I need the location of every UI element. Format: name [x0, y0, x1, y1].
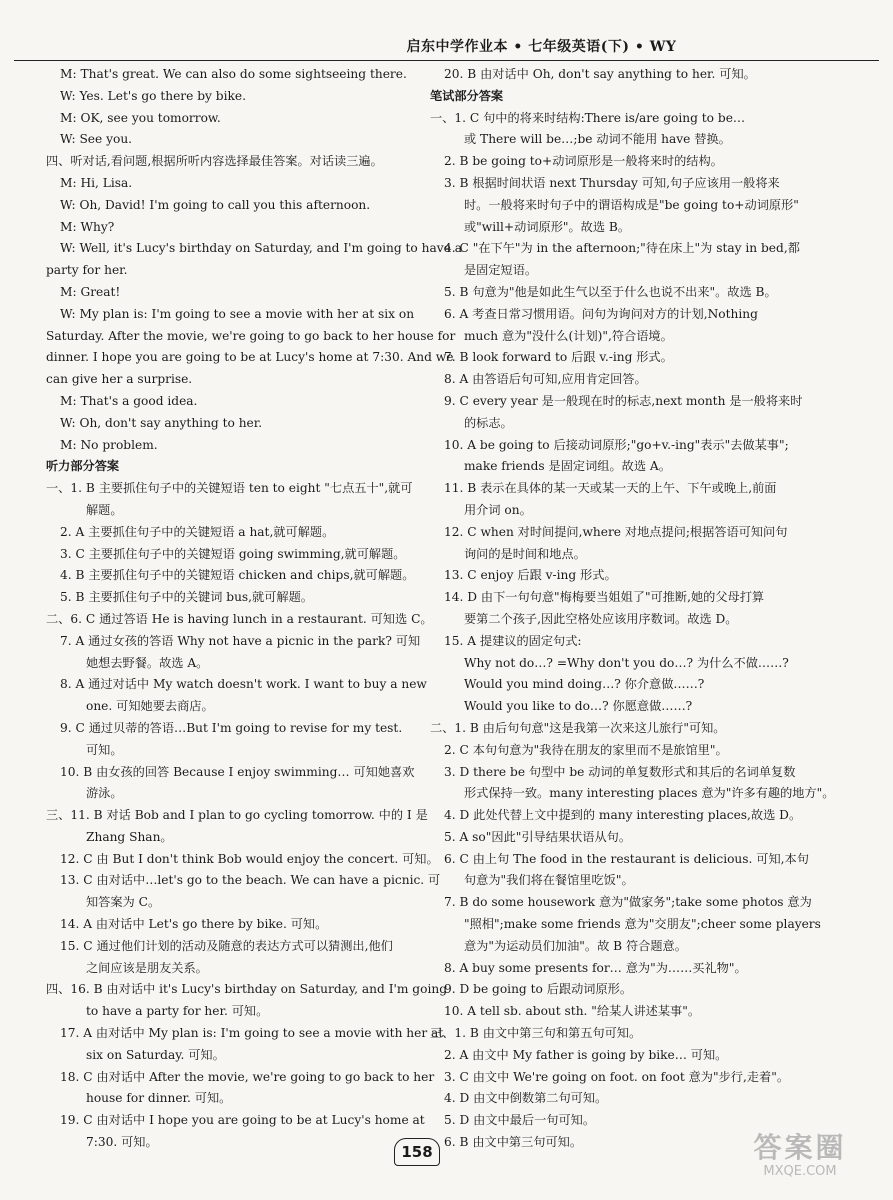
text-line: dinner. I hope you are going to be at Lucy's home at 7:30. And we — [46, 350, 454, 365]
text-line: 13. C 由对话中…let's go to the beach. We can have a picnic. 可 — [60, 873, 441, 888]
text-line: 7:30. 可知。 — [86, 1135, 158, 1150]
text-line: 3. C 由文中 We're going on foot. on foot 意为"步行,走着"。 — [444, 1069, 790, 1084]
text-line: 2. C 本句句意为"我待在朋友的家里而不是旅馆里"。 — [444, 742, 728, 757]
text-line: 句意为"我们将在餐馆里吃饭"。 — [464, 873, 634, 888]
page-number: 158 — [394, 1138, 440, 1166]
text-line: 她想去野餐。故选 A。 — [86, 655, 209, 670]
text-line: 四、听对话,看问题,根据所听内容选择最佳答案。对话读三遍。 — [46, 154, 383, 169]
text-line: 6. C 由上句 The food in the restaurant is delicious. 可知,本句 — [444, 851, 809, 866]
text-line: "照相";make some friends 意为"交朋友";cheer some players — [464, 917, 821, 932]
text-line: 6. A 考查日常习惯用语。问句为询问对方的计划,Nothing — [444, 306, 758, 321]
text-line: Would you like to do…? 你愿意做……? — [464, 699, 693, 714]
text-line: 18. C 由对话中 After the movie, we're going to go back to her — [60, 1069, 435, 1084]
text-line: 用介词 on。 — [464, 502, 532, 517]
text-line: 2. A 主要抓住句子中的关键短语 a hat,就可解题。 — [60, 524, 335, 539]
text-line: party for her. — [46, 263, 128, 278]
text-line: 游泳。 — [86, 786, 123, 801]
watermark-url: MXQE.COM — [763, 1164, 837, 1179]
text-line: 5. A so"因此"引导结果状语从句。 — [444, 829, 632, 844]
text-line: much 意为"没什么(计划)",符合语境。 — [464, 328, 673, 343]
text-line: W: Yes. Let's go there by bike. — [60, 88, 246, 103]
text-line: 之间应该是朋友关系。 — [86, 960, 208, 975]
text-line: 知答案为 C。 — [86, 895, 161, 910]
text-line: 一、1. C 句中的将来时结构:There is/are going to be… — [430, 110, 746, 125]
text-line: house for dinner. 可知。 — [86, 1091, 232, 1106]
text-line: M: OK, see you tomorrow. — [60, 110, 221, 125]
text-line: 意为"为运动员们加油"。故 B 符合题意。 — [464, 938, 687, 953]
text-line: 三、1. B 由文中第三句和第五句可知。 — [430, 1026, 642, 1041]
text-line: 7. B do some housework 意为"做家务";take some photos 意为 — [444, 895, 812, 910]
text-line: 13. C enjoy 后跟 v-ing 形式。 — [444, 568, 617, 583]
text-line: 6. B 由文中第三句可知。 — [444, 1135, 583, 1150]
text-line: W: Oh, David! I'm going to call you this afternoon. — [60, 197, 371, 212]
text-line: 3. D there be 句型中 be 动词的单复数形式和其后的名词单复数 — [444, 764, 796, 779]
text-line: 3. B 根据时间状语 next Thursday 可知,句子应该用一般将来 — [444, 175, 780, 190]
text-line: M: Why? — [60, 219, 115, 234]
text-line: 19. C 由对话中 I hope you are going to be at Lucy's home at — [60, 1113, 425, 1128]
section-heading: 笔试部分答案 — [430, 88, 504, 103]
text-line: W: Well, it's Lucy's birthday on Saturday, and I'm going to have a — [60, 241, 462, 256]
text-line: 的标志。 — [464, 415, 513, 430]
text-line: M: Hi, Lisa. — [60, 175, 133, 190]
text-line: 9. C every year 是一般现在时的标志,next month 是一般将来时 — [444, 393, 803, 408]
text-line: 4. D 由文中倒数第二句可知。 — [444, 1091, 608, 1106]
text-line: make friends 是固定词组。故选 A。 — [464, 459, 671, 474]
text-line: 是固定短语。 — [464, 263, 538, 278]
text-line: one. 可知她要去商店。 — [86, 699, 214, 714]
running-header — [14, 34, 879, 61]
text-line: 解题。 — [86, 502, 123, 517]
text-line: 9. C 通过贝蒂的答语…But I'm going to revise for my test. — [60, 720, 403, 735]
text-line: 8. A buy some presents for… 意为"为……买礼物"。 — [444, 960, 747, 975]
text-line: 11. B 表示在具体的某一天或某一天的上午、下午或晚上,前面 — [444, 481, 777, 496]
text-line: M: That's a good idea. — [60, 393, 198, 408]
text-line: 10. A be going to 后接动词原形;"go+v.-ing"表示"去做某事"; — [444, 437, 789, 452]
text-line: W: Oh, don't say anything to her. — [60, 415, 263, 430]
text-line: 5. B 句意为"他是如此生气以至于什么也说不出来"。故选 B。 — [444, 284, 777, 299]
text-line: M: Great! — [60, 284, 121, 299]
text-line: 3. C 主要抓住句子中的关键短语 going swimming,就可解题。 — [60, 546, 406, 561]
text-line: 二、1. B 由后句句意"这是我第一次来这儿旅行"可知。 — [430, 720, 726, 735]
text-line: 四、16. B 由对话中 it's Lucy's birthday on Saturday, and I'm going — [46, 982, 447, 997]
text-line: 15. A 提建议的固定句式: — [444, 633, 582, 648]
text-line: 17. A 由对话中 My plan is: I'm going to see a movie with her at — [60, 1026, 444, 1041]
text-line: 三、11. B 对话 Bob and I plan to go cycling tomorrow. 中的 I 是 — [46, 808, 428, 823]
text-line: Why not do…? =Why don't you do…? 为什么不做……? — [464, 655, 789, 670]
text-line: 2. A 由文中 My father is going by bike… 可知。 — [444, 1047, 728, 1062]
text-line: Would you mind doing…? 你介意做……? — [464, 677, 705, 692]
text-line: 5. B 主要抓住句子中的关键词 bus,就可解题。 — [60, 590, 313, 605]
text-line: W: My plan is: I'm going to see a movie with her at six on — [60, 306, 415, 321]
text-line: 14. A 由对话中 Let's go there by bike. 可知。 — [60, 917, 328, 932]
text-line: M: That's great. We can also do some sightseeing there. — [60, 67, 407, 81]
text-line: 2. B be going to+动词原形是一般将来时的结构。 — [444, 154, 723, 169]
text-line: 10. A tell sb. about sth. "给某人讲述某事"。 — [444, 1004, 701, 1019]
watermark-title: 答案圈 — [753, 1131, 847, 1164]
text-line: M: No problem. — [60, 437, 158, 452]
text-line: 9. D be going to 后跟动词原形。 — [444, 982, 633, 997]
text-line: 7. B look forward to 后跟 v.-ing 形式。 — [444, 350, 673, 365]
text-line: 可知。 — [86, 742, 123, 757]
text-line: 7. A 通过女孩的答语 Why not have a picnic in the park? 可知 — [60, 633, 421, 648]
text-line: 二、6. C 通过答语 He is having lunch in a restaurant. 可知选 C。 — [46, 611, 433, 626]
text-line: 20. B 由对话中 Oh, don't say anything to her. 可知。 — [444, 67, 756, 81]
text-line: W: See you. — [60, 132, 133, 147]
text-line: to have a party for her. 可知。 — [86, 1004, 269, 1019]
text-line: 4. C "在下午"为 in the afternoon;"待在床上"为 stay in bed,都 — [444, 241, 800, 256]
text-line: 15. C 通过他们计划的活动及随意的表达方式可以猜测出,他们 — [60, 938, 393, 953]
text-line: Zhang Shan。 — [86, 829, 173, 844]
text-line: 8. A 通过对话中 My watch doesn't work. I want to buy a new — [60, 677, 427, 692]
watermark-logo — [725, 1132, 875, 1184]
text-line: 形式保持一致。many interesting places 意为"许多有趣的地方"。 — [464, 786, 835, 801]
text-line: 14. D 由下一句句意"梅梅要当姐姐了"可推断,她的父母打算 — [444, 590, 765, 605]
text-line: 询问的是时间和地点。 — [464, 546, 586, 561]
text-line: 10. B 由女孩的回答 Because I enjoy swimming… 可知她喜欢 — [60, 764, 415, 779]
text-line: can give her a surprise. — [46, 372, 193, 387]
text-line: 一、1. B 主要抓住句子中的关键短语 ten to eight "七点五十",就可 — [46, 481, 413, 496]
text-line: 8. A 由答语后句可知,应用肯定回答。 — [444, 372, 647, 387]
text-line: 时。一般将来时句子中的谓语构成是"be going to+动词原形" — [464, 197, 799, 212]
text-line: 4. D 此处代替上文中提到的 many interesting places,故选 D。 — [444, 808, 802, 823]
text-line: 或"will+动词原形"。故选 B。 — [464, 219, 631, 234]
text-line: 5. D 由文中最后一句可知。 — [444, 1113, 596, 1128]
header-title: 启东中学作业本 • 七年级英语(下) • WY — [406, 39, 677, 55]
text-line: 4. B 主要抓住句子中的关键短语 chicken and chips,就可解题。 — [60, 568, 415, 583]
text-line: 12. C when 对时间提问,where 对地点提问;根据答语可知问句 — [444, 524, 788, 539]
text-line: 或 There will be…;be 动词不能用 have 替换。 — [464, 132, 731, 147]
text-line: Saturday. After the movie, we're going to go back to her house for — [46, 328, 456, 343]
text-line: 12. C 由 But I don't think Bob would enjoy the concert. 可知。 — [60, 851, 439, 866]
text-line: 要第二个孩子,因此空格处应该用序数词。故选 D。 — [464, 611, 738, 626]
text-line: six on Saturday. 可知。 — [86, 1047, 225, 1062]
section-heading: 听力部分答案 — [46, 459, 120, 474]
